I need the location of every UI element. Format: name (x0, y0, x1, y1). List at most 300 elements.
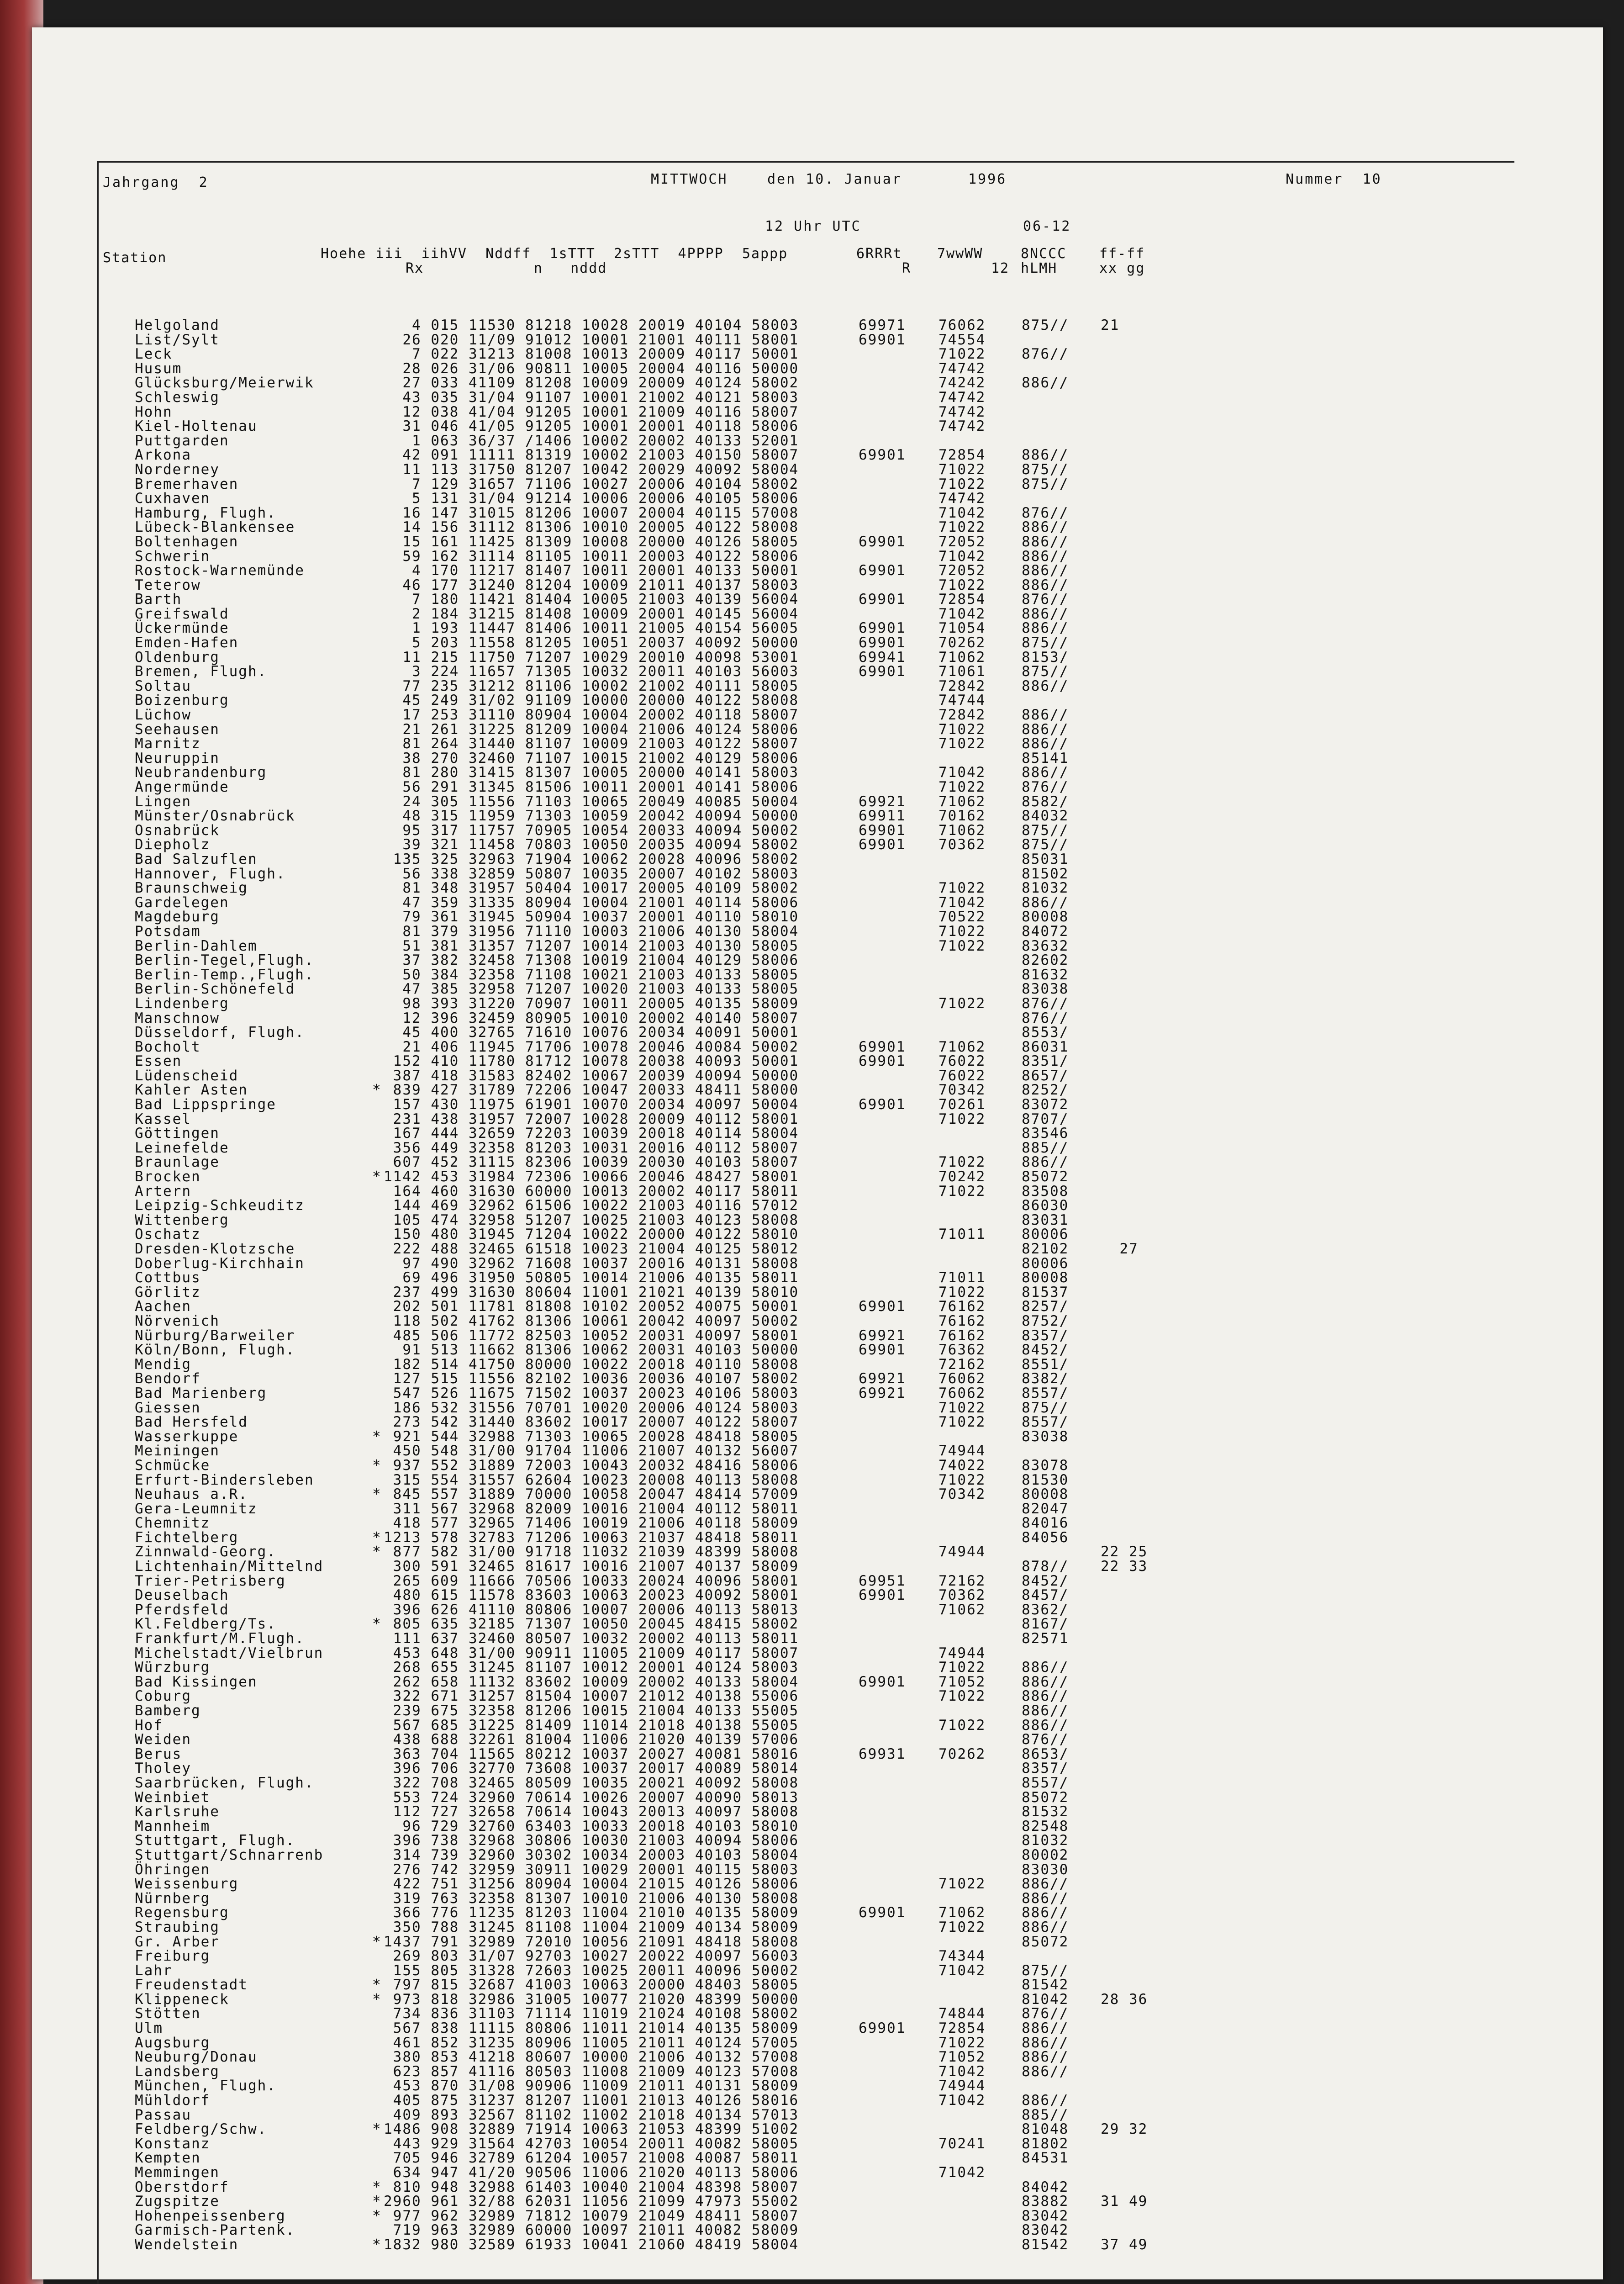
synop-groups: 81 264 31440 81107 10009 21003 40122 58007 (384, 735, 799, 752)
station-name: Bad Salzuflen (135, 851, 258, 867)
group-8nccc: 875// (1022, 317, 1069, 333)
group-7wwww: 74944 (939, 1544, 986, 1560)
group-8nccc: 8167/ (1022, 1616, 1069, 1633)
group-8nccc: 81542 (1022, 1977, 1069, 1993)
group-8nccc: 82548 (1022, 1818, 1069, 1835)
synop-groups: 845 557 31889 70000 10058 20047 48414 57009 (384, 1486, 799, 1503)
station-name: Klippeneck (135, 1991, 229, 2008)
synop-groups: 12 038 41/04 91205 10001 21009 40116 58007 (384, 403, 799, 420)
station-name: Lüdenscheid (135, 1067, 239, 1084)
synop-groups: 237 499 31630 80604 11001 21021 40139 58010 (384, 1284, 799, 1301)
synop-groups: 186 532 31556 70701 10020 20006 40124 58003 (384, 1399, 799, 1416)
group-8nccc: 886// (1022, 548, 1069, 565)
group-8nccc: 886// (1022, 533, 1069, 550)
synop-groups: 155 805 31328 72603 10025 20011 40096 50002 (384, 1962, 799, 1979)
group-7wwww: 71022 (939, 1414, 986, 1431)
station-name: Saarbrücken, Flugh. (135, 1774, 314, 1791)
station-name: Mannheim (135, 1818, 211, 1835)
col-codes-sub: Rx n nddd (406, 260, 607, 276)
station-name: Görlitz (135, 1284, 201, 1301)
group-8nccc: 81542 (1022, 2236, 1069, 2253)
station-name: Osnabrück (135, 822, 220, 839)
col-ff-sub: xx gg (1099, 260, 1145, 276)
group-8nccc: 86031 (1022, 1038, 1069, 1055)
station-name: Bremerhaven (135, 476, 239, 492)
station-name: Gera-Leumnitz (135, 1500, 258, 1517)
group-7wwww: 71022 (939, 2034, 986, 2051)
group-7wwww: 71022 (939, 1183, 986, 1200)
group-8nccc: 83882 (1022, 2193, 1069, 2210)
synop-groups: 48 315 11959 71303 10059 20042 40094 50000 (384, 808, 799, 825)
group-7wwww: 70342 (939, 1486, 986, 1503)
station-name: Memmingen (135, 2164, 220, 2181)
group-7wwww: 71022 (939, 1717, 986, 1734)
group-6rrrt: 69901 (859, 562, 906, 579)
synop-groups: 2960 961 32/88 62031 11056 21099 47973 55002 (384, 2193, 799, 2210)
synop-groups: 105 474 32958 51207 10025 21003 40123 58008 (384, 1211, 799, 1228)
group-8nccc: 886// (1022, 2049, 1069, 2066)
group-6rrrt: 69901 (859, 634, 906, 651)
station-name: Oldenburg (135, 649, 220, 666)
station-name: Weissenburg (135, 1876, 239, 1893)
group-8nccc: 885// (1022, 2106, 1069, 2123)
group-8nccc: 84016 (1022, 1515, 1069, 1532)
group-7wwww: 71042 (939, 2164, 986, 2181)
station-name: Kempten (135, 2150, 201, 2167)
group-6rrrt: 69901 (859, 1096, 906, 1113)
group-8nccc: 8557/ (1022, 1414, 1069, 1431)
group-6rrrt: 69901 (859, 331, 906, 348)
group-6rrrt: 69971 (859, 317, 906, 333)
group-6rrrt: 69931 (859, 1745, 906, 1762)
group-8nccc: 875// (1022, 822, 1069, 839)
group-8nccc: 82047 (1022, 1500, 1069, 1517)
group-7wwww: 71062 (939, 1038, 986, 1055)
synop-groups: 50 384 32358 71108 10021 21003 40133 58005 (384, 966, 799, 983)
synop-groups: 47 385 32958 71207 10020 21003 40133 58005 (384, 981, 799, 998)
synop-groups: 16 147 31015 81206 10007 20004 40115 57008 (384, 504, 799, 521)
col-7wwww: 7wwWW (937, 246, 983, 262)
station-name: Landsberg (135, 2063, 220, 2080)
group-7wwww: 74742 (939, 490, 986, 507)
group-8nccc: 876// (1022, 1010, 1069, 1026)
page-frame (97, 161, 1514, 2284)
time-label: 12 Uhr UTC (765, 218, 861, 234)
group-6rrrt: 69911 (859, 808, 906, 825)
group-7wwww: 71061 (939, 663, 986, 680)
group-8nccc: 80008 (1022, 909, 1069, 925)
station-name: Lüchow (135, 707, 191, 724)
synop-groups: 1 063 36/37 /1406 10002 20002 40133 52001 (384, 432, 799, 449)
group-8nccc: 886// (1022, 1154, 1069, 1171)
synop-groups: 311 567 32968 82009 10016 21004 40112 58011 (384, 1500, 799, 1517)
group-8nccc: 82602 (1022, 952, 1069, 969)
synop-groups: 438 688 32261 81004 11006 21020 40139 57006 (384, 1731, 799, 1748)
synop-groups: 356 449 32358 81203 10031 20016 40112 58007 (384, 1139, 799, 1156)
group-8nccc: 8452/ (1022, 1342, 1069, 1359)
group-7wwww: 70262 (939, 634, 986, 651)
station-name: Puttgarden (135, 432, 229, 449)
synop-groups: 111 637 32460 80507 10032 20002 40113 58011 (384, 1630, 799, 1647)
mountain-marker: * (372, 1428, 382, 1445)
group-7wwww: 74022 (939, 1457, 986, 1474)
synop-groups: 59 162 31114 81105 10011 20003 40122 58006 (384, 548, 799, 565)
group-8nccc: 886// (1022, 620, 1069, 637)
group-7wwww: 76022 (939, 1053, 986, 1070)
station-name: Lichtenhain/Mittelnd (135, 1558, 324, 1575)
synop-groups: 276 742 32959 30911 10029 20001 40115 58003 (384, 1861, 799, 1878)
station-name: Marnitz (135, 735, 201, 752)
group-8nccc: 8357/ (1022, 1327, 1069, 1344)
group-8nccc: 8457/ (1022, 1587, 1069, 1604)
group-ff: 28 36 (1101, 1991, 1148, 2008)
station-name: Norderney (135, 461, 220, 478)
synop-groups: 319 763 32358 81307 10010 21006 40130 58008 (384, 1890, 799, 1907)
synop-groups: 265 609 11666 70506 10033 20024 40096 58001 (384, 1572, 799, 1589)
synop-groups: 202 501 11781 81808 10102 20052 40075 50001 (384, 1298, 799, 1315)
synop-groups: 810 948 32988 61403 10040 21004 48398 58007 (384, 2178, 799, 2195)
group-8nccc: 8557/ (1022, 1385, 1069, 1401)
group-7wwww: 72052 (939, 533, 986, 550)
group-8nccc: 875// (1022, 1962, 1069, 1979)
station-name: Konstanz (135, 2135, 211, 2152)
group-8nccc: 886// (1022, 605, 1069, 622)
group-7wwww: 76162 (939, 1327, 986, 1344)
group-7wwww: 70241 (939, 2135, 986, 2152)
station-name: Potsdam (135, 923, 201, 940)
group-7wwww: 71022 (939, 476, 986, 492)
group-7wwww: 76162 (939, 1298, 986, 1315)
station-name: Bad Lippspringe (135, 1096, 276, 1113)
group-6rrrt: 69901 (859, 822, 906, 839)
group-8nccc: 886// (1022, 1919, 1069, 1935)
group-6rrrt: 69901 (859, 1053, 906, 1070)
synop-groups: 7 129 31657 71106 10027 20006 40104 58002 (384, 476, 799, 492)
synop-groups: 7 180 11421 81404 10005 21003 40139 56004 (384, 591, 799, 608)
group-8nccc: 83038 (1022, 981, 1069, 998)
station-name: Schleswig (135, 389, 220, 406)
group-8nccc: 886// (1022, 764, 1069, 781)
group-7wwww: 71022 (939, 779, 986, 795)
group-7wwww: 71042 (939, 504, 986, 521)
station-name: Aachen (135, 1298, 191, 1315)
synop-groups: 5 203 11558 81205 10051 20037 40092 50000 (384, 634, 799, 651)
synop-groups: 150 480 31945 71204 10022 20000 40122 58010 (384, 1226, 799, 1243)
group-ff: 22 33 (1101, 1558, 1148, 1575)
station-name: Gr. Arber (135, 1933, 220, 1950)
group-7wwww: 74554 (939, 331, 986, 348)
station-name: Ulm (135, 2020, 163, 2037)
group-8nccc: 886// (1022, 562, 1069, 579)
group-8nccc: 84056 (1022, 1529, 1069, 1546)
synop-groups: 937 552 31889 72003 10043 20032 48416 58006 (384, 1457, 799, 1474)
group-8nccc: 886// (1022, 1717, 1069, 1734)
station-name: Berlin-Temp.,Flugh. (135, 966, 314, 983)
station-name: Lahr (135, 1962, 173, 1979)
station-name: Giessen (135, 1399, 201, 1416)
group-7wwww: 71022 (939, 735, 986, 752)
group-7wwww: 74944 (939, 1644, 986, 1661)
synop-groups: 450 548 31/00 91704 11006 21007 40132 56007 (384, 1443, 799, 1459)
group-8nccc: 8357/ (1022, 1760, 1069, 1777)
synop-groups: 4 170 11217 81407 10011 20001 40133 50001 (384, 562, 799, 579)
group-8nccc: 886// (1022, 721, 1069, 738)
station-name: Kassel (135, 1110, 191, 1127)
group-7wwww: 71022 (939, 1284, 986, 1301)
synop-groups: 350 788 31245 81108 11004 21009 40134 58009 (384, 1919, 799, 1935)
group-7wwww: 71062 (939, 822, 986, 839)
group-8nccc: 8657/ (1022, 1067, 1069, 1084)
station-name: Lübeck-Blankensee (135, 519, 295, 536)
station-name: Freiburg (135, 1948, 211, 1965)
station-name: Boizenburg (135, 692, 229, 709)
group-8nccc: 82571 (1022, 1630, 1069, 1647)
synop-groups: 152 410 11780 81712 10078 20038 40093 50001 (384, 1053, 799, 1070)
synop-groups: 164 460 31630 60000 10013 20002 40117 58011 (384, 1183, 799, 1200)
synop-groups: 77 235 31212 81106 10002 21002 40111 58005 (384, 677, 799, 694)
group-8nccc: 81048 (1022, 2121, 1069, 2138)
group-7wwww: 71042 (939, 894, 986, 911)
station-name: Soltau (135, 677, 191, 694)
group-8nccc: 81532 (1022, 1803, 1069, 1820)
station-name: Schwerin (135, 548, 211, 565)
station-name: Hohn (135, 403, 173, 420)
synop-groups: 567 838 11115 80806 11011 21014 40135 58009 (384, 2020, 799, 2037)
station-name: Neuhaus a.R. (135, 1486, 248, 1503)
station-name: Garmisch-Partenk. (135, 2222, 295, 2239)
mountain-marker: * (372, 2121, 382, 2138)
synop-groups: 81 280 31415 81307 10005 20000 40141 58003 (384, 764, 799, 781)
group-7wwww: 71022 (939, 1876, 986, 1893)
station-name: Gardelegen (135, 894, 229, 911)
station-name: Greifswald (135, 605, 229, 622)
synop-groups: 418 577 32965 71406 10019 21006 40118 58009 (384, 1515, 799, 1532)
synop-groups: 262 658 11132 83602 10009 20002 40133 58004 (384, 1673, 799, 1690)
station-name: Trier-Petrisberg (135, 1572, 286, 1589)
group-7wwww: 71022 (939, 1399, 986, 1416)
group-7wwww: 71022 (939, 576, 986, 593)
group-7wwww: 71022 (939, 995, 986, 1012)
station-name: Meiningen (135, 1443, 220, 1459)
synop-groups: 28 026 31/06 90811 10005 20004 40116 50000 (384, 360, 799, 377)
station-name: Karlsruhe (135, 1803, 220, 1820)
station-name: Freudenstadt (135, 1977, 248, 1993)
station-name: Leck (135, 346, 173, 363)
synop-groups: 1486 908 32889 71914 10063 21053 48399 51002 (384, 2121, 799, 2138)
group-7wwww: 71022 (939, 1688, 986, 1705)
station-name: Erfurt-Bindersleben (135, 1471, 314, 1488)
synop-groups: 315 554 31557 62604 10023 20008 40113 58008 (384, 1471, 799, 1488)
synop-groups: 461 852 31235 80906 11005 21011 40124 57005 (384, 2034, 799, 2051)
station-name: Fichtelberg (135, 1529, 239, 1546)
mountain-marker: * (372, 1486, 382, 1503)
group-7wwww: 74742 (939, 360, 986, 377)
group-8nccc: 83508 (1022, 1183, 1069, 1200)
synop-groups: 96 729 32760 63403 10033 20018 40103 58010 (384, 1818, 799, 1835)
group-ff: 27 (1101, 1241, 1139, 1257)
station-name: Bendorf (135, 1370, 201, 1387)
station-name: Würzburg (135, 1659, 211, 1676)
nummer-label: Nummer 10 (1286, 171, 1382, 187)
synop-groups: 480 615 11578 83603 10063 20023 40092 58001 (384, 1587, 799, 1604)
group-7wwww: 71022 (939, 1154, 986, 1171)
synop-groups: 95 317 11757 70905 10054 20033 40094 50002 (384, 822, 799, 839)
synop-groups: 396 706 32770 73608 10037 20017 40089 58014 (384, 1760, 799, 1777)
group-8nccc: 84531 (1022, 2150, 1069, 2167)
col-codes: Hoehe iii iihVV Nddff 1sTTT 2sTTT 4PPPP 5appp (321, 246, 788, 262)
station-name: Öhringen (135, 1861, 211, 1878)
group-6rrrt: 69901 (859, 1904, 906, 1921)
synop-groups: 222 488 32465 61518 10023 21004 40125 58012 (384, 1241, 799, 1257)
group-6rrrt: 69951 (859, 1572, 906, 1589)
group-7wwww: 71022 (939, 461, 986, 478)
group-8nccc: 83042 (1022, 2222, 1069, 2239)
group-7wwww: 71042 (939, 2063, 986, 2080)
synop-groups: 453 870 31/08 90906 11009 21011 40131 58009 (384, 2078, 799, 2094)
station-name: Stuttgart, Flugh. (135, 1832, 295, 1849)
station-name: Cottbus (135, 1269, 201, 1286)
synop-groups: 15 161 11425 81309 10008 20000 40126 58005 (384, 533, 799, 550)
group-6rrrt: 69901 (859, 1673, 906, 1690)
station-name: Mendig (135, 1356, 191, 1373)
station-name: Michelstadt/Vielbrun (135, 1644, 324, 1661)
station-name: Kl.Feldberg/Ts. (135, 1616, 276, 1633)
station-name: Kahler Asten (135, 1082, 248, 1099)
mountain-marker: * (372, 1933, 382, 1950)
group-7wwww: 72052 (939, 562, 986, 579)
synop-groups: 921 544 32988 71303 10065 20028 48418 58005 (384, 1428, 799, 1445)
synop-groups: 11 113 31750 81207 10042 20029 40092 58004 (384, 461, 799, 478)
synop-groups: 46 177 31240 81204 10009 21011 40137 58003 (384, 576, 799, 593)
station-name: Frankfurt/M.Flugh. (135, 1630, 305, 1647)
group-7wwww: 71022 (939, 937, 986, 954)
group-ff: 22 25 (1101, 1544, 1148, 1560)
mountain-marker: * (372, 2207, 382, 2224)
mountain-marker: * (372, 2193, 382, 2210)
group-7wwww: 71011 (939, 1226, 986, 1243)
group-8nccc: 875// (1022, 1399, 1069, 1416)
group-8nccc: 85072 (1022, 1789, 1069, 1806)
synop-groups: 45 400 32765 71610 10076 20034 40091 50001 (384, 1024, 799, 1041)
group-6rrrt: 69901 (859, 1298, 906, 1315)
station-name: Stötten (135, 2005, 201, 2022)
synop-groups: 2 184 31215 81408 10009 20001 40145 56004 (384, 605, 799, 622)
group-8nccc: 80002 (1022, 1846, 1069, 1863)
group-7wwww: 71052 (939, 1673, 986, 1690)
group-8nccc: 885// (1022, 1139, 1069, 1156)
group-7wwww: 70262 (939, 1745, 986, 1762)
station-name: Bamberg (135, 1702, 201, 1719)
group-8nccc: 875// (1022, 663, 1069, 680)
station-name: Bad Marienberg (135, 1385, 267, 1401)
synop-groups: 366 776 11235 81203 11004 21010 40135 58009 (384, 1904, 799, 1921)
synop-groups: 977 962 32989 71812 10079 21049 48411 58007 (384, 2207, 799, 2224)
group-8nccc: 85072 (1022, 1168, 1069, 1185)
group-8nccc: 875// (1022, 836, 1069, 853)
group-7wwww: 72842 (939, 677, 986, 694)
station-name: Weinbiet (135, 1789, 211, 1806)
station-name: Hannover, Flugh. (135, 865, 286, 882)
synop-groups: 839 427 31789 72206 10047 20033 48411 58000 (384, 1082, 799, 1099)
group-7wwww: 74844 (939, 2005, 986, 2022)
group-7wwww: 71042 (939, 764, 986, 781)
col-8nccc: 8NCCC (1021, 246, 1067, 262)
group-8nccc: 81042 (1022, 1991, 1069, 2008)
bulletin-page (32, 27, 1603, 2279)
group-8nccc: 83078 (1022, 1457, 1069, 1474)
group-8nccc: 83632 (1022, 937, 1069, 954)
synop-groups: 322 708 32465 80509 10035 20021 40092 58008 (384, 1774, 799, 1791)
group-6rrrt: 69921 (859, 1327, 906, 1344)
col-7wwww-sub: 12 (991, 260, 1010, 276)
mountain-marker: * (372, 1977, 382, 1993)
synop-groups: 98 393 31220 70907 10011 20005 40135 58009 (384, 995, 799, 1012)
synop-groups: 1437 791 32989 72010 10056 21091 48418 58008 (384, 1933, 799, 1950)
synop-groups: 4 015 11530 81218 10028 20019 40104 58003 (384, 317, 799, 333)
synop-groups: 27 033 41109 81208 10009 20009 40124 58002 (384, 375, 799, 391)
station-name: Kiel-Holtenau (135, 418, 258, 435)
group-8nccc: 876// (1022, 504, 1069, 521)
group-8nccc: 886// (1022, 1702, 1069, 1719)
synop-groups: 5 131 31/04 91214 10006 20006 40105 58006 (384, 490, 799, 507)
station-name: Münster/Osnabrück (135, 808, 295, 825)
mountain-marker: * (372, 1457, 382, 1474)
station-name: Cuxhaven (135, 490, 211, 507)
group-8nccc: 875// (1022, 461, 1069, 478)
station-name: Nörvenich (135, 1312, 220, 1329)
group-6rrrt: 69901 (859, 836, 906, 853)
station-name: Coburg (135, 1688, 191, 1705)
group-8nccc: 81537 (1022, 1284, 1069, 1301)
mountain-marker: * (372, 1544, 382, 1560)
weekday-label: MITTWOCH (651, 171, 728, 187)
group-8nccc: 886// (1022, 894, 1069, 911)
station-name: Braunschweig (135, 880, 248, 897)
group-8nccc: 876// (1022, 995, 1069, 1012)
station-name: Braunlage (135, 1154, 220, 1171)
station-name: Köln/Bonn, Flugh. (135, 1342, 295, 1359)
group-8nccc: 886// (1022, 1904, 1069, 1921)
group-8nccc: 8252/ (1022, 1082, 1069, 1099)
jahrgang-label: Jahrgang 2 (103, 174, 209, 190)
group-6rrrt: 69901 (859, 663, 906, 680)
station-name: Feldberg/Schw. (135, 2121, 267, 2138)
group-8nccc: 875// (1022, 634, 1069, 651)
station-name: Berus (135, 1745, 182, 1762)
group-7wwww: 71022 (939, 519, 986, 536)
group-7wwww: 76162 (939, 1312, 986, 1329)
station-name: List/Sylt (135, 331, 220, 348)
station-name: Leipzig-Schkeuditz (135, 1197, 305, 1214)
mountain-marker: * (372, 1616, 382, 1633)
station-name: Pferdsfeld (135, 1601, 229, 1618)
synop-groups: 485 506 11772 82503 10052 20031 40097 58001 (384, 1327, 799, 1344)
station-name: Wasserkuppe (135, 1428, 239, 1445)
synop-groups: 31 046 41/05 91205 10001 20001 40118 58006 (384, 418, 799, 435)
synop-groups: 239 675 32358 81206 10015 21004 40133 55005 (384, 1702, 799, 1719)
station-name: Passau (135, 2106, 191, 2123)
group-8nccc: 82102 (1022, 1241, 1069, 1257)
group-7wwww: 71022 (939, 923, 986, 940)
group-8nccc: 8257/ (1022, 1298, 1069, 1315)
group-7wwww: 70261 (939, 1096, 986, 1113)
group-8nccc: 886// (1022, 707, 1069, 724)
group-7wwww: 71022 (939, 721, 986, 738)
synop-groups: 300 591 32465 81617 10016 21007 40137 58009 (384, 1558, 799, 1575)
synop-groups: 734 836 31103 71114 11019 21024 40108 58002 (384, 2005, 799, 2022)
synop-groups: 1 193 11447 81406 10011 21005 40154 56005 (384, 620, 799, 637)
station-name: Tholey (135, 1760, 191, 1777)
